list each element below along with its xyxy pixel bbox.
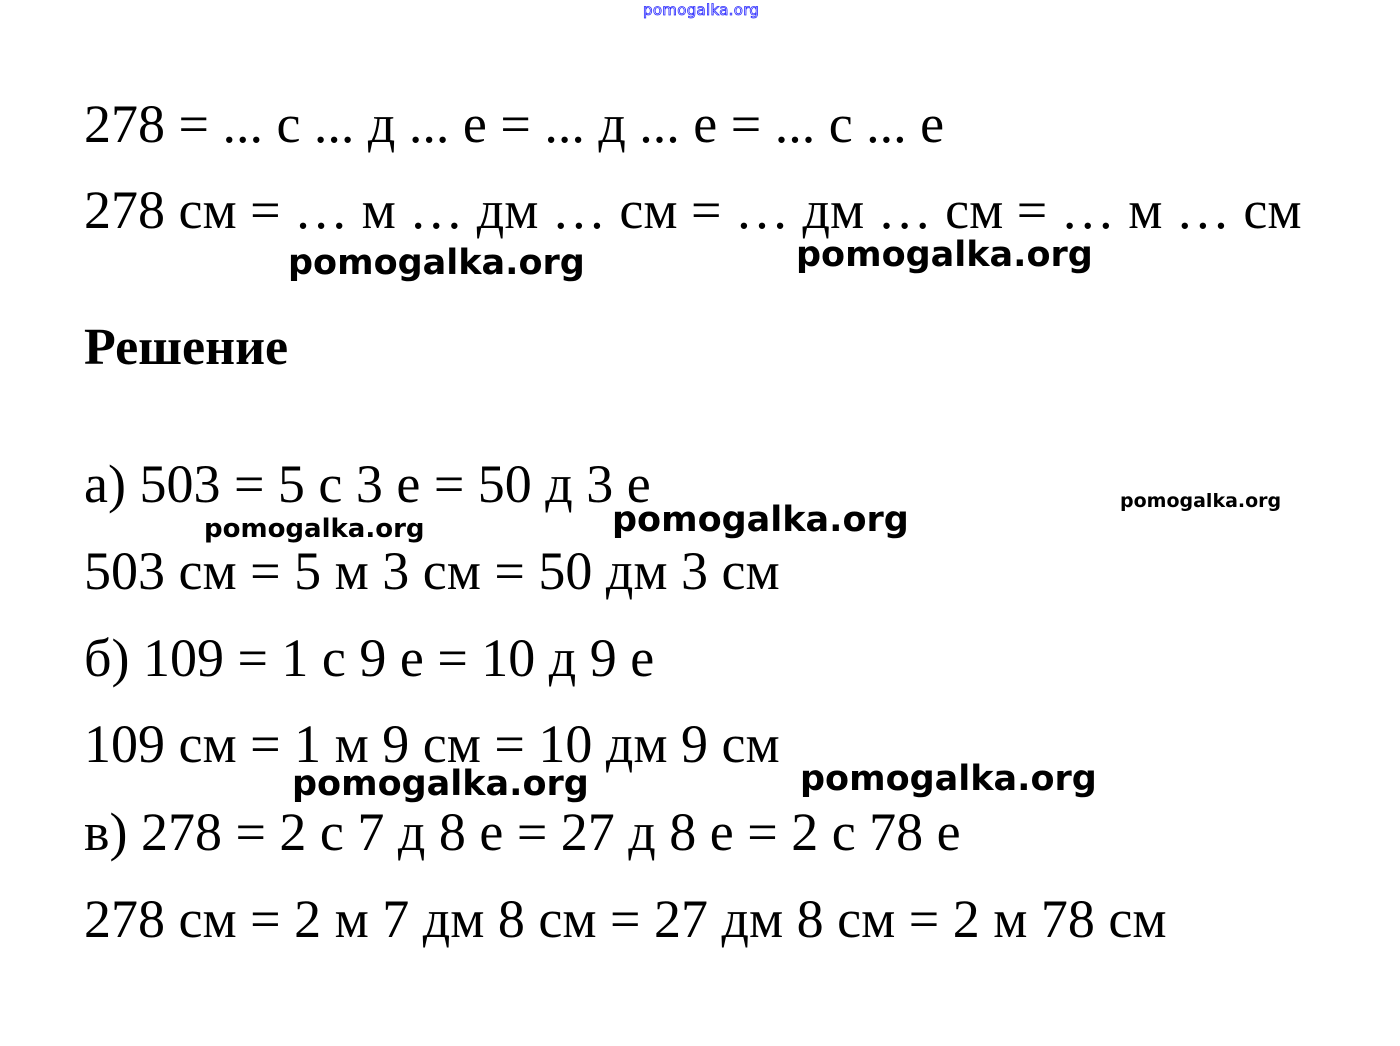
answer-a-lengths: 503 см = 5 м 3 см = 50 дм 3 см: [84, 541, 780, 601]
answer-b-lengths: 109 см = 1 м 9 см = 10 дм 9 см: [84, 714, 780, 774]
watermark: pomogalka.org: [288, 243, 585, 283]
answer-b-numbers: б) 109 = 1 с 9 е = 10 д 9 е: [84, 628, 655, 688]
watermark: pomogalka.org: [796, 235, 1093, 275]
watermark: pomogalka.org: [292, 764, 589, 804]
solution-heading: Решение: [84, 319, 289, 376]
answer-c-numbers: в) 278 = 2 с 7 д 8 е = 27 д 8 е = 2 с 78 е: [84, 802, 961, 862]
task-line-numbers: 278 = ... с ... д ... е = ... д ... е = ... с ... е: [84, 94, 945, 154]
watermark-top: pomogalka.org: [643, 1, 760, 19]
watermark: pomogalka.org: [204, 514, 425, 544]
watermark: pomogalka.org: [800, 759, 1097, 799]
answer-c-lengths: 278 см = 2 м 7 дм 8 см = 27 дм 8 см = 2 м 78 см: [84, 889, 1167, 949]
answer-a-numbers: а) 503 = 5 с 3 е = 50 д 3 е: [84, 454, 651, 514]
task-line-lengths: 278 см = … м … дм … см = … дм … см = … м … см: [84, 180, 1302, 240]
watermark: pomogalka.org: [1120, 490, 1282, 512]
watermark: pomogalka.org: [612, 500, 909, 540]
